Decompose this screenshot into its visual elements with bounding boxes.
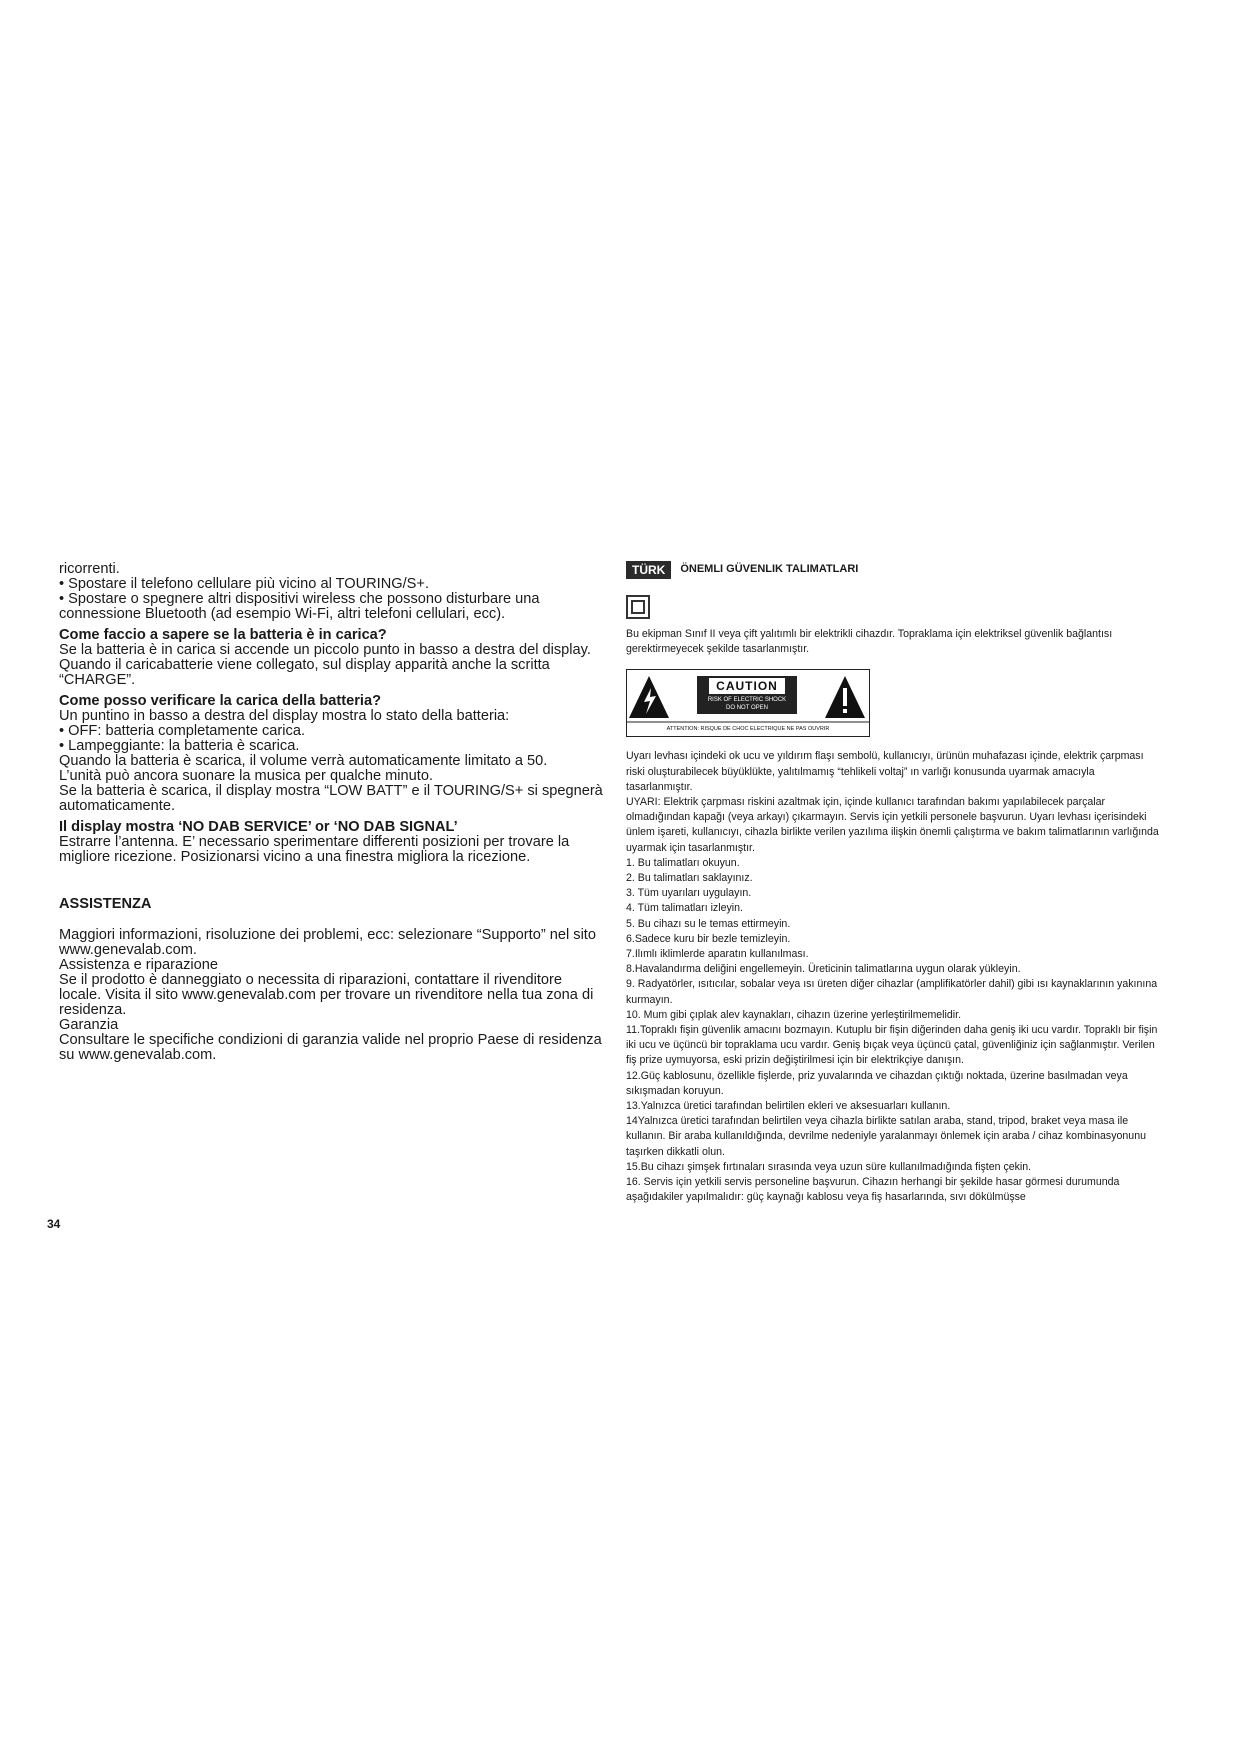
paragraph: L’unità può ancora suonare la musica per qualche minuto. (59, 768, 434, 784)
list-item: 12.Güç kablosunu, özellikle fişlerde, priz yuvalarında ve cihazdan çıktığı noktada, üzerine basılmadan veya sıkışmadan koruyun. (626, 1069, 1128, 1097)
double-insulation-icon (626, 595, 650, 619)
caution-subtitle: DO NOT OPEN (726, 705, 768, 712)
caution-label (626, 669, 870, 737)
paragraph: Quando il caricabatterie viene collegato, sul display apparità anche la scritta “CHARGE”. (59, 657, 550, 688)
list-item: 1. Bu talimatları okuyun. (626, 856, 740, 869)
list-item: 6.Sadece kuru bir bezle temizleyin. (626, 932, 791, 945)
paragraph: Se il prodotto è danneggiato o necessita di riparazioni, contattare il rivenditore locale. Visita il sito www.genevalab.com per trovare un rivenditore nella tua zona di residenza. (59, 972, 594, 1018)
bullet-item: • Spostare o spegnere altri dispositivi wireless che possono disturbare una connessione Bluetooth (ad esempio Wi-Fi, altri telefoni cellulari, ecc). (59, 591, 540, 622)
list-item: 3. Tüm uyarıları uygulayın. (626, 887, 752, 900)
list-item: 9. Radyatörler, ısıtıcılar, sobalar veya ısı üreten diğer cihazlar (amplifikatörler dahil) gibi ısı kaynaklarının yakınına kurmayın. (626, 978, 1158, 1006)
page-number: 34 (47, 1217, 61, 1231)
italian-column (59, 562, 604, 1063)
safety-rules-list (626, 856, 1164, 1206)
paragraph: Garanzia (59, 1017, 119, 1033)
language-tag: TÜRK (626, 561, 671, 579)
bullet-item: • Lampeggiante: la batteria è scarica. (59, 738, 300, 754)
list-item: 4. Tüm talimatları izleyin. (626, 902, 743, 915)
section-heading-assistenza: ASSISTENZA (59, 896, 152, 912)
list-item: 14Yalnızca üretici tarafından belirtilen veya cihazla birlikte satılan araba, stand, tripod, braket veya masa ile kullanın. Bir araba kullanıldığında, devrilme nedeniyle yaralanmayı önlemek için araba / cihaz kombinasyonunu taşırken dikkatli olun. (626, 1115, 1146, 1158)
list-item: 16. Servis için yetkili servis personeline başvurun. Cihazın herhangi bir şekilde hasar görmesi durumunda aşağıdakiler yapılmalıdır: güç kaynağı kablosu veya fiş hasarlarında, sıvı dökülmüşse (626, 1176, 1120, 1204)
paragraph: Maggiori informazioni, risoluzione dei problemi, ecc: selezionare “Supporto” nel sito www.genevalab.com. (59, 927, 596, 958)
list-item: 10. Mum gibi çıplak alev kaynakları, cihazın üzerine yerleştirilmemelidir. (626, 1008, 962, 1021)
paragraph: Estrarre l’antenna. E’ necessario sperimentare differenti posizioni per trovare la migliore ricezione. Posizionarsi vicino a una finestra migliora la ricezione. (59, 834, 570, 865)
faq-question-charging: Come faccio a sapere se la batteria è in carica? (59, 627, 387, 643)
caution-footer: ATTENTION: RISQUE DE CHOC ELECTRIQUE NE PAS OUVRIR (666, 726, 830, 733)
list-item: 5. Bu cihazı su le temas ettirmeyin. (626, 917, 791, 930)
paragraph: UYARI: Elektrik çarpması riskini azaltmak için, içinde kullanıcı tarafından bakımı yapılabilecek parçalar olmadığından kapağı (veya arkayı) çıkarmayın. Servis için yetkili personele başvurun. Uyarı levhası içerisindeki ünlem işareti, kullanıcıyı, cihazla birlikte verilen yazılıma ilişkin önemli çalıştırma ve bakım talimatlarının varlığında uyarmak için tasarlanmıştır. (626, 796, 1159, 854)
paragraph: Se la batteria è scarica, il display mostra “LOW BATT” e il TOURING/S+ si spegnerà automaticamente. (59, 783, 603, 814)
caution-subtitle: RISK OF ELECTRIC SHOCK (707, 697, 787, 704)
list-item: 11.Topraklı fişin güvenlik amacını bozmayın. Kutuplu bir fişin diğerinden daha geniş iki ucu vardır. Topraklı bir fişin iki ucu ve üçüncü bir topraklama ucu vardır. Geniş bıçak veya üçüncü çatal, güvenliğiniz için sağlanmıştır. Verilen fiş prize uymuyorsa, eski prizin değiştirilmesi için bir elektrikçiye danışın. (626, 1024, 1158, 1067)
faq-question-battery-level: Come posso verificare la carica della batteria? (59, 693, 382, 709)
paragraph: Assistenza e riparazione (59, 957, 218, 973)
caution-title: CAUTION (716, 679, 778, 694)
paragraph: Un puntino in basso a destra del display mostra lo stato della batteria: (59, 708, 510, 724)
paragraph: Quando la batteria è scarica, il volume verrà automaticamente limitato a 50. (59, 753, 548, 769)
faq-question-dab: Il display mostra ‘NO DAB SERVICE’ or ‘NO DAB SIGNAL’ (59, 819, 458, 835)
section-title: ÖNEMLI GÜVENLIK TALIMATLARI (680, 563, 859, 576)
paragraph: Uyarı levhası içindeki ok ucu ve yıldırım flaşı sembolü, kullanıcıyı, ürünün muhafazası içinde, elektrik çarpması riski oluşturabilecek büyüklükte, yalıtılmamış “tehlikeli voltaj” ın varlığı konusunda uyarmak amacıyla tasarlanmıştır. (626, 750, 1144, 793)
paragraph: Se la batteria è in carica si accende un piccolo punto in basso a destra del display. (59, 642, 591, 658)
lightning-warning-icon (629, 676, 669, 718)
list-item: 7.Ilımlı iklimlerde aparatın kullanılması. (626, 948, 809, 961)
bullet-item: • OFF: batteria completamente carica. (59, 723, 305, 739)
list-item: 13.Yalnızca üretici tarafından belirtilen ekleri ve aksesuarları kullanın. (626, 1100, 951, 1113)
exclamation-warning-icon (825, 676, 865, 718)
list-item: 15.Bu cihazı şimşek fırtınaları sırasında veya uzun süre kullanılmadığında fişten çekin. (626, 1160, 1032, 1173)
paragraph: Bu ekipman Sınıf II veya çift yalıtımlı bir elektrikli cihazdır. Topraklama için elektriksel güvenlik bağlantısı gerektirmeyecek şekilde tasarlanmıştır. (626, 628, 1113, 656)
list-item: 2. Bu talimatları saklayınız. (626, 872, 753, 885)
section-header (626, 561, 1164, 579)
paragraph: Consultare le specifiche condizioni di garanzia valide nel proprio Paese di residenza su www.genevalab.com. (59, 1032, 602, 1063)
paragraph: ricorrenti. (59, 561, 120, 577)
bullet-item: • Spostare il telefono cellulare più vicino al TOURING/S+. (59, 576, 429, 592)
list-item: 8.Havalandırma deliğini engellemeyin. Üreticinin talimatlarına uygun olarak yükleyin. (626, 963, 1021, 976)
turkish-column (626, 561, 1164, 1206)
